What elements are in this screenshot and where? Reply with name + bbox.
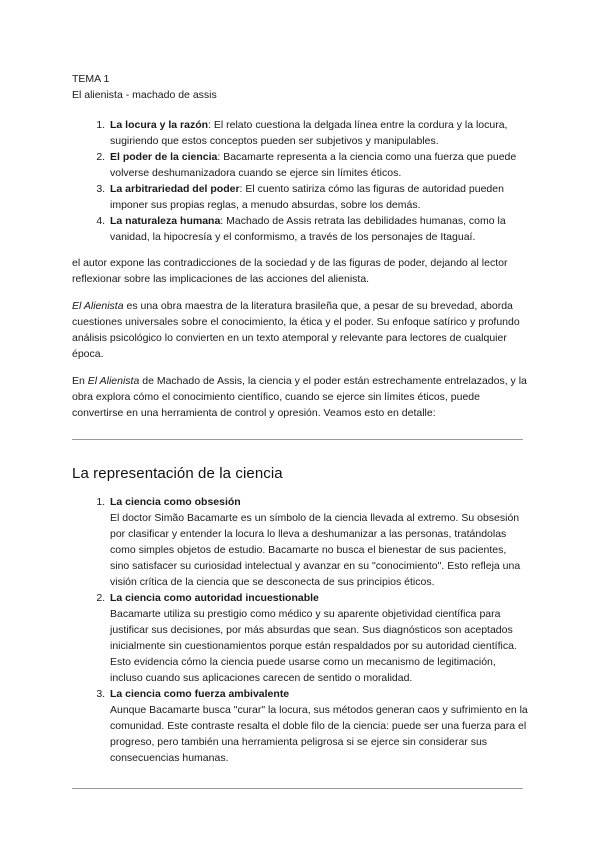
item-body: Aunque Bacamarte busca "curar" la locura, sus métodos generan caos y sufrimiento en la comunidad. Este contraste resalta el doble filo de la ciencia: puede ser una fuerza para el progreso, pero también una herramienta peligrosa si se ejerce sin considerar sus consecuencias humanas.	[110, 704, 528, 764]
book-title: El Alienista	[72, 300, 124, 312]
item-title: La naturaleza humana	[110, 215, 221, 227]
paragraph-masterpiece	[72, 298, 528, 362]
item-body: Bacamarte utiliza su prestigio como médico y su aparente objetividad científica para justificar sus decisiones, por más absurdas que sean. Sus diagnósticos son aceptados inicialmente sin cuestionamientos porque están respaldados por su autoridad científica. Esto evidencia cómo la ciencia puede usarse como un mecanismo de legitimación, incluso cuando sus aplicaciones carecen de sentido o moralidad.	[110, 608, 517, 684]
item-title: La arbitrariedad del poder	[110, 183, 240, 195]
list-item	[108, 149, 528, 181]
section-heading: La representación de la ciencia	[72, 465, 283, 482]
paragraph-conclusion: el autor expone las contradicciones de la sociedad y de las figuras de poder, dejando al lector reflexionar sobre las implicaciones de las acciones del alienista.	[72, 257, 508, 285]
list-item	[108, 590, 528, 686]
book-title: El Alienista	[87, 375, 140, 387]
list-item	[108, 494, 528, 590]
list-item	[108, 117, 528, 149]
document-subtitle: El alienista - machado de assis	[72, 89, 217, 101]
list-item	[108, 686, 528, 766]
science-list	[72, 494, 528, 766]
document-body	[72, 71, 528, 813]
item-text: : El cuento satiriza cómo las figuras de autoridad pueden imponer sus propias reglas, a menudo absurdas, sobre los demás.	[110, 183, 504, 211]
item-title: 2. La ciencia como autoridad incuestionable	[110, 592, 319, 604]
paragraph-text: es una obra maestra de la literatura brasileña que, a pesar de su brevedad, aborda cuestiones universales sobre el conocimiento, la ética y el poder. Su enfoque satírico y profundo análisis psicológico lo convierten en un texto atemporal y relevante para lectores de cualquier época.	[72, 300, 520, 360]
list-item	[108, 181, 528, 213]
item-title: El poder de la ciencia	[110, 151, 218, 163]
item-title: 1. La ciencia como obsesión	[110, 496, 241, 508]
item-title: 3. La ciencia como fuerza ambivalente	[110, 688, 290, 700]
section-divider	[72, 439, 523, 440]
themes-list	[72, 117, 528, 245]
topic-label: TEMA 1	[72, 73, 110, 85]
paragraph-text: de Machado de Assis, la ciencia y el poder están estrechamente entrelazados, y la obra explora cómo el conocimiento científico, cuando se ejerce sin límites éticos, puede convertirse en una herramienta de control y opresión. Veamos esto en detalle:	[72, 375, 527, 419]
item-text: : El relato cuestiona la delgada línea entre la cordura y la locura, sugiriendo que estos conceptos pueden ser subjetivos y manipulables.	[110, 119, 508, 147]
list-item	[108, 213, 528, 245]
section-divider	[72, 788, 523, 789]
item-body: El doctor Simão Bacamarte es un símbolo de la ciencia llevada al extremo. Su obsesión por clasificar y entender la locura lo lleva a deshumanizar a las personas, tratándolas como simples objetos de estudio. Bacamarte no busca el bienestar de sus pacientes, sino satisfacer su curiosidad intelectual y avanzar en su "conocimiento". Esto refleja una visión crítica de la ciencia que se desconecta de sus principios éticos.	[110, 512, 521, 588]
paragraph-science-power	[72, 373, 528, 421]
item-title: La locura y la razón	[110, 119, 209, 131]
item-text: : Machado de Assis retrata las debilidades humanas, como la vanidad, la hipocresía y el conformismo, a través de los personajes de Itaguaí.	[110, 215, 506, 243]
item-text: : Bacamarte representa a la ciencia como una fuerza que puede volverse deshumanizadora cuando se ejerce sin límites éticos.	[110, 151, 517, 179]
paragraph-text: En	[72, 375, 88, 387]
